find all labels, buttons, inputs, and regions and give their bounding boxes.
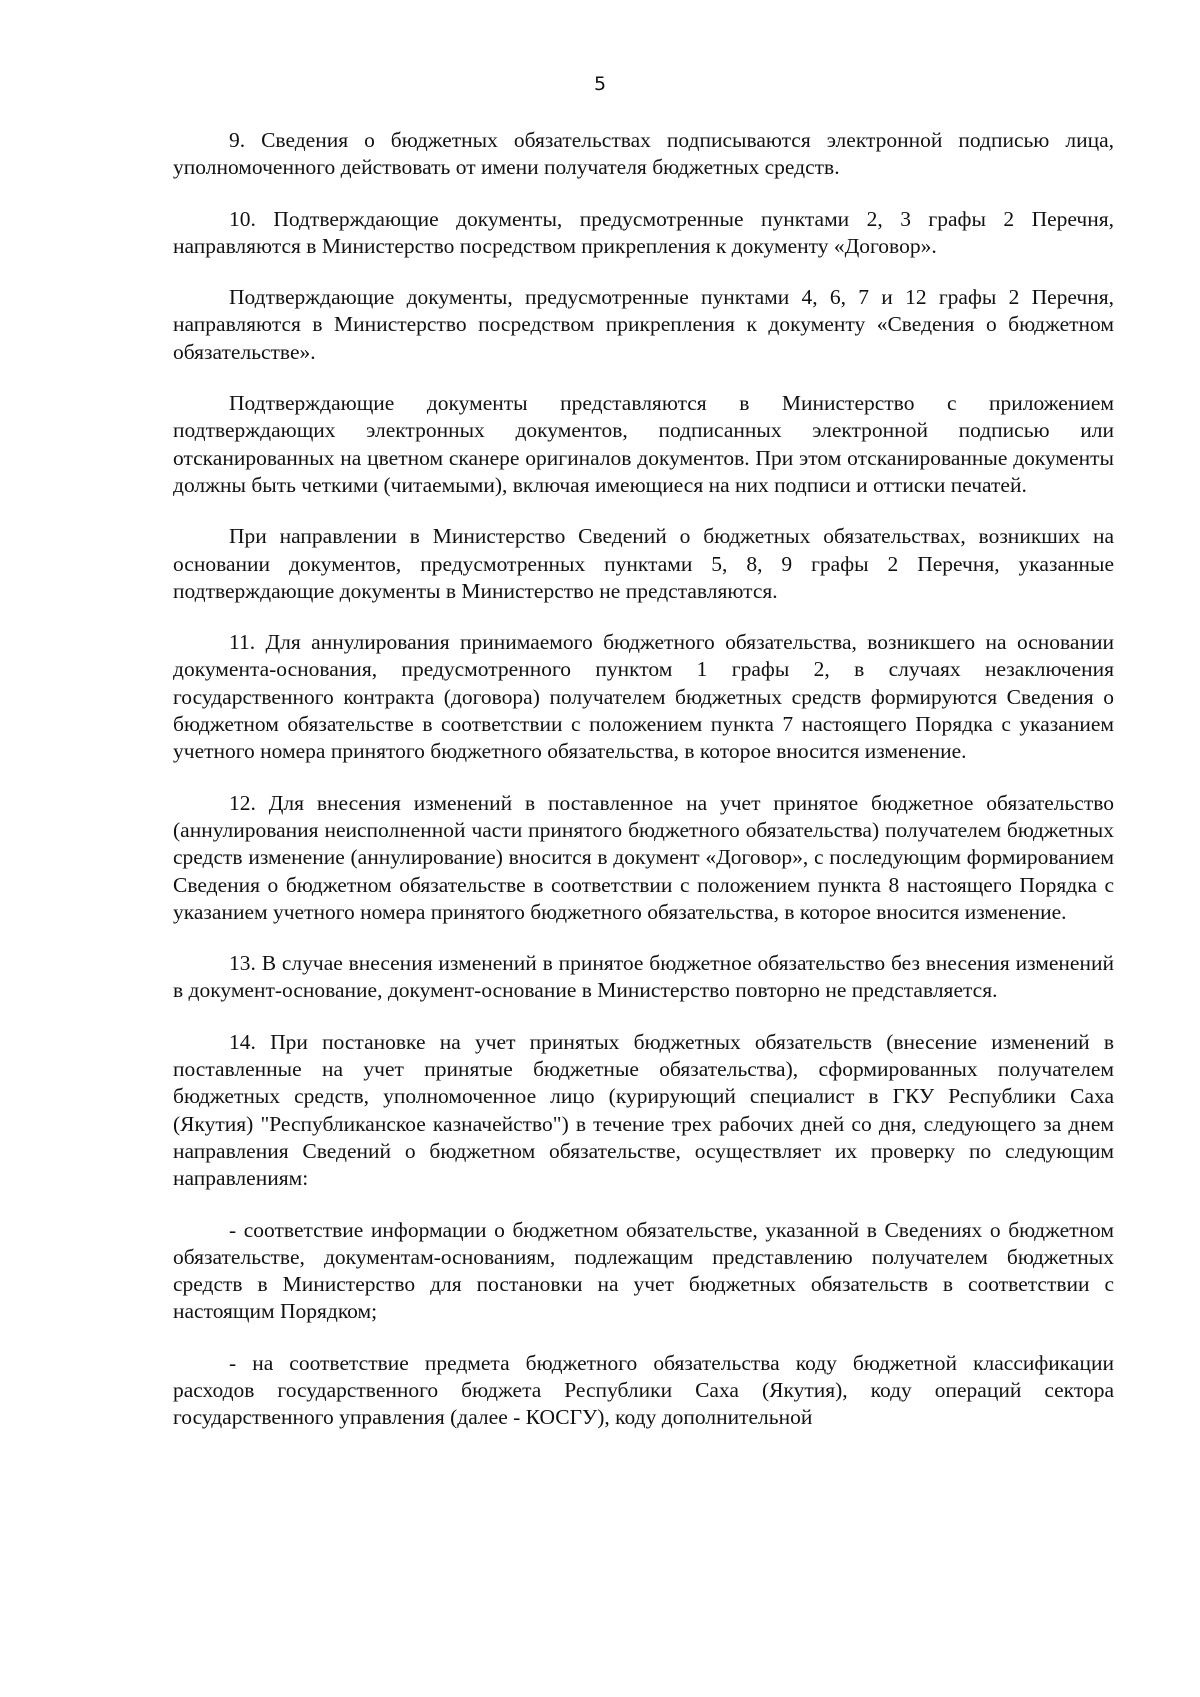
paragraph-10-attachments: Подтверждающие документы, предусмотренные пунктами 4, 6, 7 и 12 графы 2 Перечня, направляются в Министерство посредством прикрепления к документу «Сведения о бюджетном обязательстве». bbox=[173, 285, 1114, 364]
list-item-compliance: - соответствие информации о бюджетном обязательстве, указанной в Сведениях о бюджетном обязательстве, документам-основаниям, подлежащим представлению получателем бюджетных средств в Министерство для постановки на учет бюджетных обязательств в соответствии с настоящим Порядком; bbox=[173, 1217, 1114, 1324]
page-number: 5 bbox=[593, 73, 607, 95]
paragraph-9: 9. Сведения о бюджетных обязательствах подписываются электронной подписью лица, уполномоченного действовать от имени получателя бюджетных средств. bbox=[173, 128, 1114, 180]
paragraph-11: 11. Для аннулирования принимаемого бюджетного обязательства, возникшего на основании документа-основания, предусмотренного пунктом 1 графы 2, в случаях незаключения государственного контракта (договора) получателем бюджетных средств формируются Сведения о бюджетном обязательстве в соответствии с положением пункта 7 настоящего Порядка с указанием учетного номера принятого бюджетного обязательства, в которое вносится изменение. bbox=[173, 630, 1114, 764]
paragraph-10-scanned-docs: Подтверждающие документы представляются в Министерство с приложением подтверждающих электронных документов, подписанных электронной подписью или отсканированных на цветном сканере оригиналов документов. При этом отсканированные документы должны быть четкими (читаемыми), включая имеющиеся на них подписи и оттиски печатей. bbox=[173, 391, 1114, 497]
paragraph-13: 13. В случае внесения изменений в принятое бюджетное обязательство без внесения изменений в документ-основание, документ-основание в Министерство повторно не представляется. bbox=[173, 951, 1114, 1003]
document-body bbox=[173, 127, 1114, 1456]
list-item-classification: - на соответствие предмета бюджетного обязательства коду бюджетной классификации расходов государственного бюджета Республики Саха (Якутия), коду операций сектора государственного управления (далее - КОСГУ), коду дополнительной bbox=[173, 1350, 1114, 1430]
paragraph-12: 12. Для внесения изменений в поставленное на учет принятое бюджетное обязательство (аннулирования неисполненной части принятого бюджетного обязательства) получателем бюджетных средств изменение (аннулирование) вносится в документ «Договор», с последующим формированием Сведения о бюджетном обязательстве в соответствии с положением пункта 8 настоящего Порядка с указанием учетного номера принятого бюджетного обязательства, в которое вносится изменение. bbox=[173, 790, 1114, 924]
paragraph-14: 14. При постановке на учет принятых бюджетных обязательств (внесение изменений в поставленные на учет принятые бюджетные обязательства), сформированных получателем бюджетных средств, уполномоченное лицо (курирующий специалист в ГКУ Республики Саха (Якутия) "Республиканское казначейство") в течение трех рабочих дней со дня, следующего за днем направления Сведений о бюджетном обязательстве, осуществляет их проверку по следующим направлениям: bbox=[173, 1029, 1114, 1191]
paragraph-10-exemption: При направлении в Министерство Сведений о бюджетных обязательствах, возникших на основании документов, предусмотренных пунктами 5, 8, 9 графы 2 Перечня, указанные подтверждающие документы в Министерство не представляются. bbox=[173, 524, 1114, 603]
paragraph-10: 10. Подтверждающие документы, предусмотренные пунктами 2, 3 графы 2 Перечня, направляются в Министерство посредством прикрепления к документу «Договор». bbox=[173, 206, 1114, 258]
